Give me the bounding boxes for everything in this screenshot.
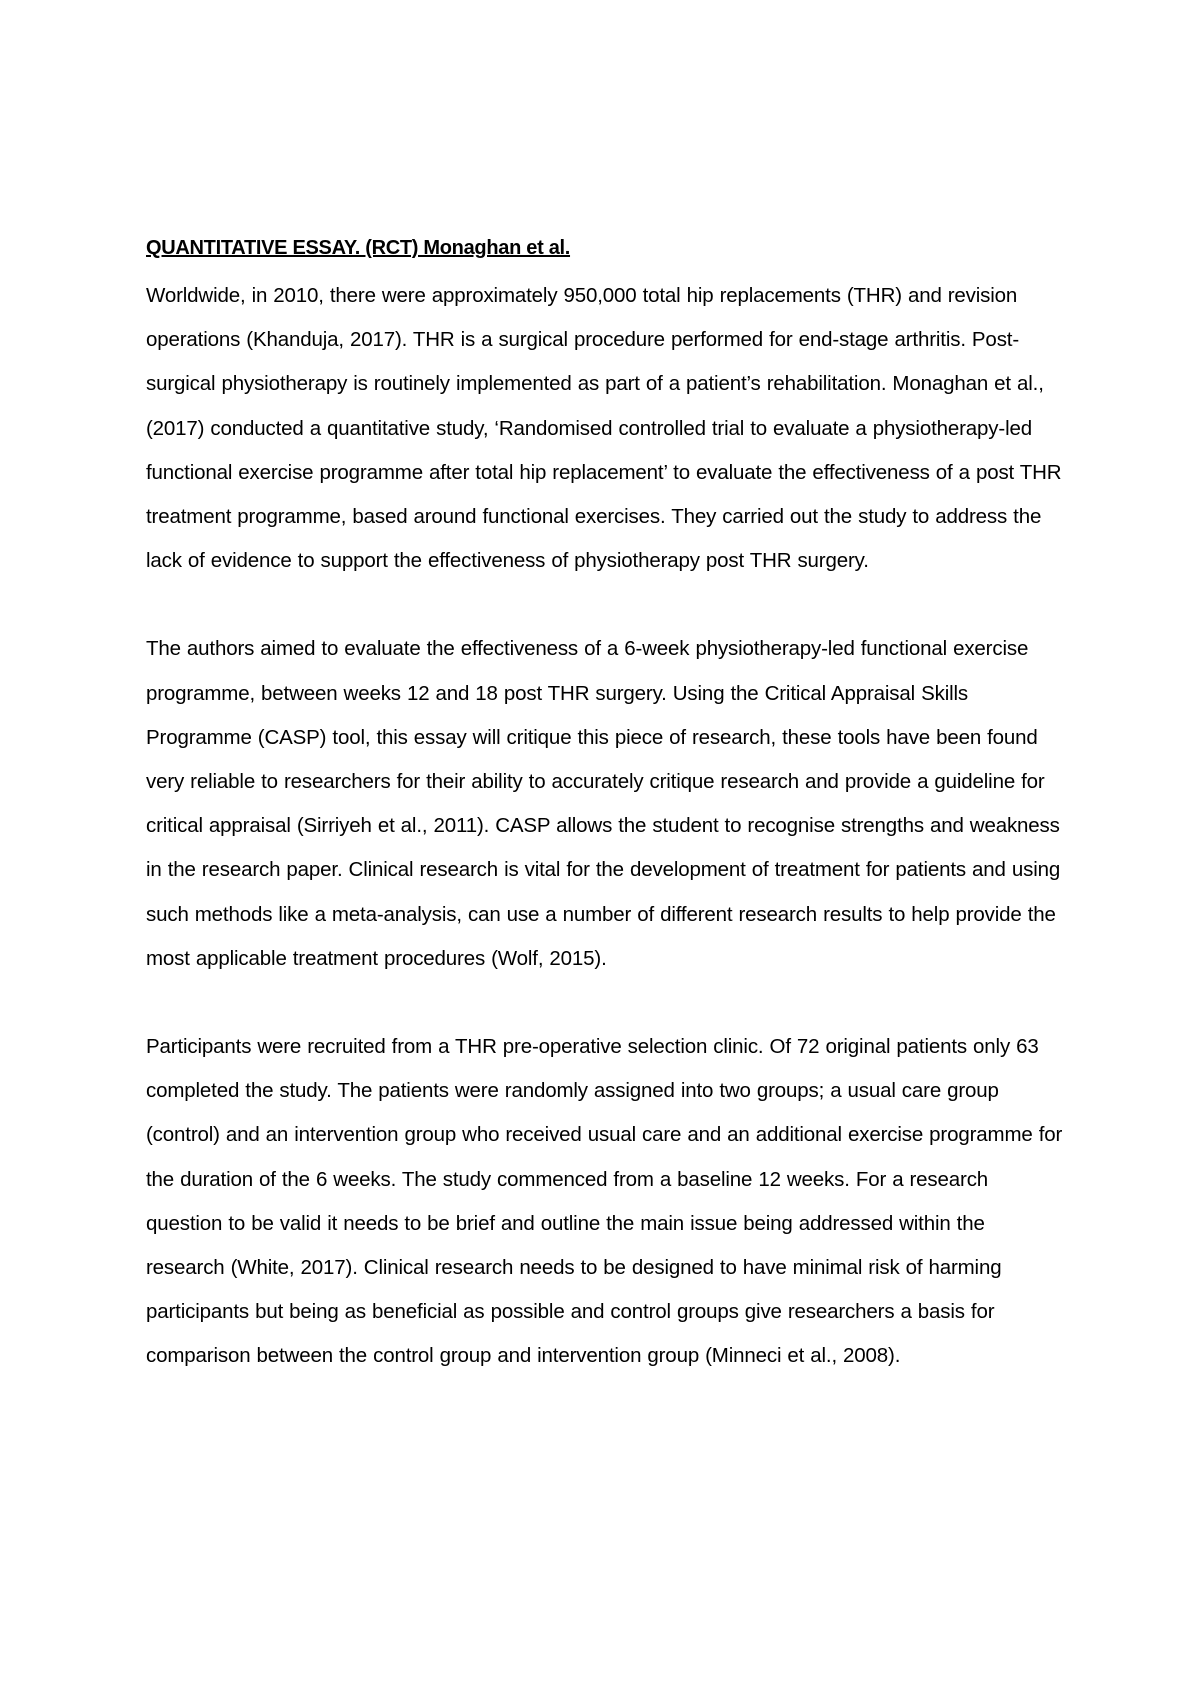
paragraph-participants: Participants were recruited from a THR pre-operative selection clinic. Of 72 original patients only 63 completed the study. The patients were randomly assigned into two groups; a usual care group (control) and an intervention group who received usual care and an additional exercise programme for the duration of the 6 weeks. The study commenced from a baseline 12 weeks. For a research question to be valid it needs to be brief and outline the main issue being addressed within the research (White, 2017). Clinical research needs to be designed to have minimal risk of harming participants but being as beneficial as possible and control groups give researchers a basis for comparison between the control group and intervention group (Minneci et al., 2008). — [146, 1035, 1063, 1368]
essay-title: QUANTITATIVE ESSAY. (RCT) Monaghan et al. — [146, 237, 571, 259]
document-body — [146, 226, 1066, 1379]
paragraph-introduction: Worldwide, in 2010, there were approximately 950,000 total hip replacements (THR) and revision operations (Khanduja, 2017). THR is a surgical procedure performed for end-stage arthritis. Post-surgical physiotherapy is routinely implemented as part of a patient’s rehabilitation. Monaghan et al., (2017) conducted a quantitative study, ‘Randomised controlled trial to evaluate a physiotherapy-led functional exercise programme after total hip replacement’ to evaluate the effectiveness of a post THR treatment programme, based around functional exercises. They carried out the study to address the lack of evidence to support the effectiveness of physiotherapy post THR surgery. — [146, 284, 1062, 573]
paragraph-aims: The authors aimed to evaluate the effectiveness of a 6-week physiotherapy-led functional exercise programme, between weeks 12 and 18 post THR surgery. Using the Critical Appraisal Skills Programme (CASP) tool, this essay will critique this piece of research, these tools have been found very reliable to researchers for their ability to accurately critique research and provide a guideline for critical appraisal (Sirriyeh et al., 2011). CASP allows the student to recognise strengths and weakness in the research paper. Clinical research is vital for the development of treatment for patients and using such methods like a meta-analysis, can use a number of different research results to help provide the most applicable treatment procedures (Wolf, 2015). — [146, 637, 1061, 970]
